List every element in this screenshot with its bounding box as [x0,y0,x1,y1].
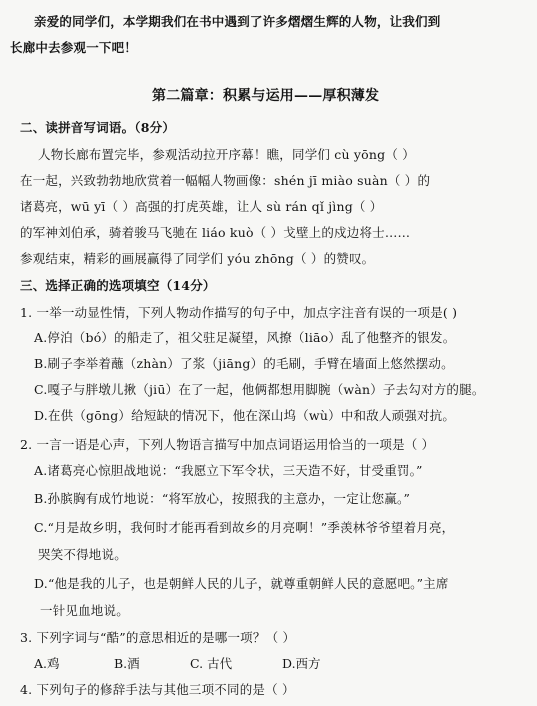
q4-stem: 4. 下列句子的修辞手法与其他三项不同的是（ ） [20,682,295,697]
q3-option-a: A.鸡 [34,656,60,671]
section-2-line-1: 人物长廊布置完毕，参观活动拉开序幕！瞧，同学们 cù yōng（ ） [38,147,415,162]
section-3-title: 三、选择正确的选项填空（14分） [20,278,216,293]
q2-option-d-cont: 一针见血地说。 [40,603,129,618]
q1-option-d: D.在供（gōng）给短缺的情况下，他在深山坞（wù）中和敌人顽强对抗。 [34,408,456,423]
section-2-line-3: 诸葛亮，wū yī（ ）高强的打虎英雄，让人 sù rán qǐ jìng（ ） [20,199,383,214]
q1-stem: 1. 一举一动显性情，下列人物动作描写的句子中，加点字注音有误的一项是( ) [20,305,458,320]
q3-stem: 3. 下列字词与“酷”的意思相近的是哪一项？（ ） [20,630,296,645]
q2-stem: 2. 一言一语是心声，下列人物语言描写中加点词语运用恰当的一项是（ ） [20,437,435,452]
intro-line-1: 亲爱的同学们，本学期我们在书中遇到了许多熠熠生辉的人物，让我们到 [34,14,441,29]
q1-option-b: B.刷子李举着蘸（zhàn）了浆（jiāng）的毛刷，手臂在墙面上悠然摆动。 [34,356,454,371]
section-2-line-2: 在一起，兴致勃勃地欣赏着一幅幅人物画像：shén jī miào suàn（ ）的 [20,173,431,188]
section-2-line-5: 参观结束，精彩的画展赢得了同学们 yóu zhōng（ ）的赞叹。 [20,251,375,266]
chapter-title: 第二篇章：积累与运用——厚积薄发 [152,88,380,104]
intro-line-2: 长廊中去参观一下吧！ [10,40,138,55]
q3-option-d: D.西方 [282,656,321,671]
q3-option-c: C. 古代 [190,656,233,671]
q2-option-a: A.诸葛亮心惊胆战地说：“我愿立下军令状，三天造不好，甘受重罚。” [34,463,423,478]
section-2-line-4: 的军神刘伯承，骑着骏马飞驰在 liáo kuò（ ）戈壁上的戍边将士…… [20,225,411,240]
q2-option-c-cont: 哭笑不得地说。 [38,547,127,562]
q3-option-b: B.酒 [114,656,140,671]
section-2-title: 二、读拼音写词语。（8分） [20,120,176,135]
q2-option-b: B.孙膑胸有成竹地说：“将军放心，按照我的主意办，一定让您赢。” [34,491,411,506]
q1-option-c: C.嘎子与胖墩儿揪（jiū）在了一起，他俩都想用脚腕（wàn）子去勾对方的腿。 [34,382,485,397]
q1-option-a: A.停泊（bó）的船走了，祖父驻足凝望，风撩（liāo）乱了他整齐的银发。 [34,330,456,345]
q2-option-c: C.“月是故乡明，我何时才能再看到故乡的月亮啊！”季羡林爷爷望着月亮， [34,520,455,535]
q2-option-d: D.“他是我的儿子，也是朝鲜人民的儿子，就尊重朝鲜人民的意愿吧。”主席 [34,576,449,591]
